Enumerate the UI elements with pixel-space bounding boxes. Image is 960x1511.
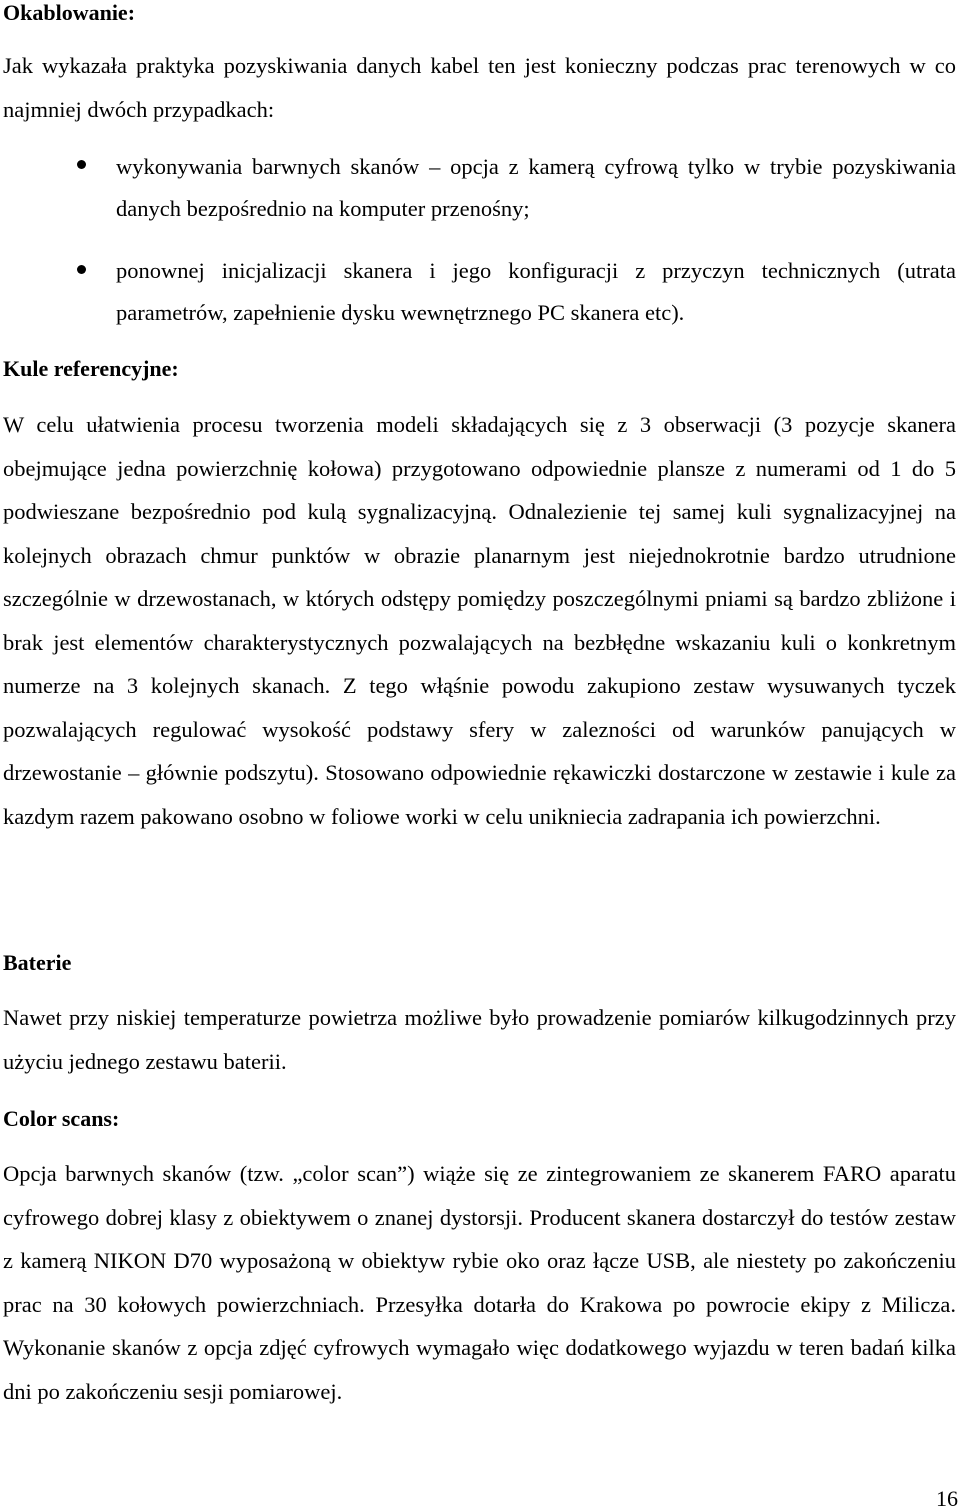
paragraph-cabling-intro: Jak wykazała praktyka pozyskiwania danych kabel ten jest konieczny podczas prac terenowych w co najmniej dwóch przypadkach: xyxy=(3,53,956,122)
paragraph-batteries: Nawet przy niskiej temperaturze powietrza możliwe było prowadzenie pomiarów kilkugodzinnych przy użyciu jednego zestawu baterii. xyxy=(3,1005,956,1074)
heading-cabling: Okablowanie: xyxy=(3,0,136,25)
bullet-icon xyxy=(77,160,86,169)
heading-color-scans: Color scans: xyxy=(3,1106,120,1131)
paragraph-reference-spheres: W celu ułatwienia procesu tworzenia modeli składających się z 3 obserwacji (3 pozycje skanera obejmujące jedna powierzchnię kołowa) przygotowano odpowiednie plansze z numerami od 1 do 5 podwieszane bezpośrednio pod kulą sygnalizacyjną. Odnalezienie tej samej kuli sygnalizacyjnej na kolejnych obrazach chmur punktów w obrazie planarnym jest niejednokrotnie bardzo utrudnione szczególnie w drzewostanach, w których odstępy pomiędzy poszczególnymi pniami są bardzo zbliżone i brak jest elementów charakterystycznych pozwalających na bezbłędne wskazaniu kuli o konkretnym numerze na 3 kolejnych skanach. Z tego włąśnie powodu zakupiono zestaw wysuwanych tyczek pozwalających regulować wysokość podstawy sfery w zalezności od warunków panujących w drzewostanie – głównie podszytu). Stosowano odpowiednie rękawiczki dostarczone w zestawie i kule za kazdym razem pakowano osobno w foliowe worki w celu unikniecia zadrapania ich powierzchni. xyxy=(3,412,956,829)
paragraph-color-scans: Opcja barwnych skanów (tzw. „color scan”) wiąże się ze zintegrowaniem ze skanerem FARO aparatu cyfrowego dobrej klasy z obiektywem o znanej dystorsji. Producent skanera dostarczył do testów zestaw z kamerą NIKON D70 wyposażoną w obiektyw rybie oko oraz łącze USB, ale niestety po zakończeniu prac na 30 kołowych powierzchniach. Przesyłka dotarła do Krakowa po powrocie ekipy z Milicza. Wykonanie skanów z opcja zdjęć cyfrowych wymagało więc dodatkowego wyjazdu w teren badań kilka dni po zakończeniu sesji pomiarowej. xyxy=(3,1161,956,1404)
heading-reference-spheres: Kule referencyjne: xyxy=(3,356,179,381)
list-item: wykonywania barwnych skanów – opcja z kamerą cyfrową tylko w trybie pozyskiwania danych bezpośrednio na komputer przenośny; xyxy=(116,154,956,221)
list-item: ponownej inicjalizacji skanera i jego konfiguracji z przyczyn technicznych (utrata parametrów, zapełnienie dysku wewnętrznego PC skanera etc). xyxy=(116,258,956,325)
bullet-icon xyxy=(77,265,86,274)
heading-batteries: Baterie xyxy=(3,950,72,975)
page-number: 16 xyxy=(936,1486,958,1511)
